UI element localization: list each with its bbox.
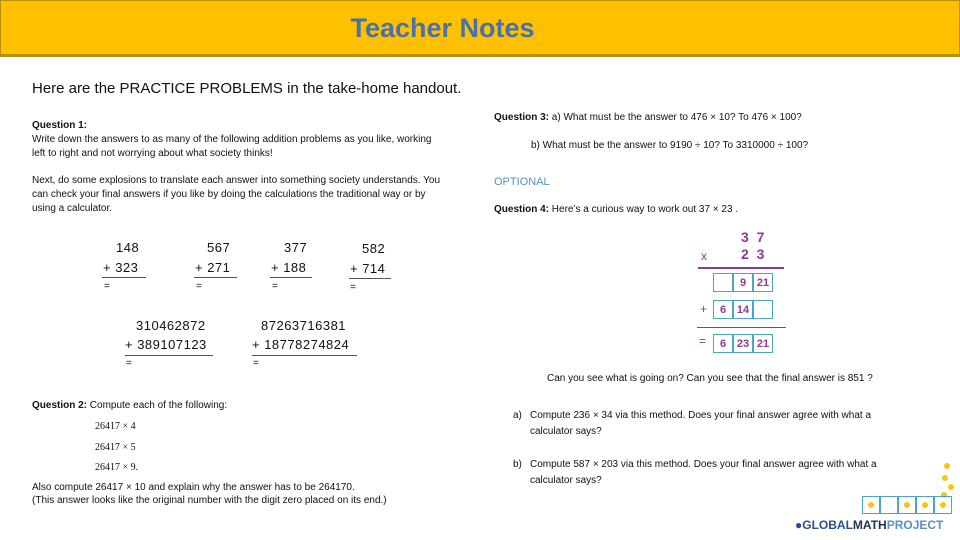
q1-label: Question 1: [32,120,88,131]
addend-top: 582 [362,241,386,256]
q4-heading [494,203,738,217]
q1-line1: Write down the answers to as many of the following addition problems as you like, working [32,134,432,145]
q2-text: Compute each of the following: [89,400,228,411]
times-sign: x [701,249,707,263]
page-title: Teacher Notes [350,13,535,43]
addend-top: 87263716381 [261,318,347,333]
intro-text: Here are the PRACTICE PROBLEMS in the take-home handout. [32,80,462,97]
q4-b-line1: Compute 587 × 203 via this method. Does your final answer agree with what a [530,459,877,470]
addend-bottom: + 323 [103,260,139,275]
equals: = [272,281,278,292]
header-bar [0,0,960,57]
plus-sign: + [700,302,708,316]
q4-label: Question 4: [494,204,550,215]
grid-cell: 9 [733,273,753,292]
grid-cell: 21 [753,273,773,292]
addend-bottom: + 18778274824 [252,337,350,352]
q4-b-label: b) [513,459,522,470]
equals: = [196,281,202,292]
q2-note: (This answer looks like the original number with the digit zero placed on its end.) [32,495,387,506]
q1-line3: Next, do some explosions to translate each answer into something society understands. You [32,175,441,186]
equals: = [104,281,110,292]
q4-text: Here’s a curious way to work out 37 × 23 . [551,204,739,215]
addend-bottom: + 389107123 [125,337,207,352]
addend-top: 310462872 [136,318,206,333]
equals: = [253,358,259,369]
grid-cell [753,300,773,319]
q2-also: Also compute 26417 × 10 and explain why the answer has to be 264170. [32,482,355,493]
q3-label: Question 3: [494,112,550,123]
globe-icon: ● [795,518,803,532]
addend-bottom: + 271 [195,260,231,275]
logo-text: ●GLOBALMATHPROJECT [795,518,944,532]
optional-heading: OPTIONAL [494,176,550,188]
q4-question: Can you see what is going on? Can you see that the final answer is 851 ? [547,373,873,384]
grid-cell: 21 [753,334,773,353]
equals: = [126,358,132,369]
diagram-bottom: 2 3 [741,246,767,262]
q4-a-label: a) [513,410,522,421]
equals-sign: = [699,334,707,348]
q2-item: 26417 × 9. [95,462,139,473]
grid-cell: 23 [733,334,753,353]
addend-bottom: + 714 [350,261,386,276]
grid-cell: 6 [713,334,733,353]
grid-cell: 14 [733,300,753,319]
q2-label: Question 2: [32,400,88,411]
addend-top: 567 [207,240,231,255]
q1-line2: left to right and not worrying about what society thinks! [32,148,273,159]
grid-cell [713,273,733,292]
q2-heading [32,399,227,413]
q1-line5: using a calculator. [32,203,113,214]
q2-item: 26417 × 4 [95,421,136,432]
q3-a [494,111,802,125]
addend-top: 377 [284,240,308,255]
grid-cell: 6 [713,300,733,319]
q4-b-line2: calculator says? [530,475,602,486]
diagram-top: 3 7 [741,229,767,245]
equals: = [350,282,356,293]
q4-a-line1: Compute 236 × 34 via this method. Does your final answer agree with what a [530,410,872,421]
q3-a-text: a) What must be the answer to 476 × 10? To 476 × 100? [551,112,802,123]
q3-b: b) What must be the answer to 9190 ÷ 10? To 3310000 ÷ 100? [531,140,809,151]
q1-line4: can check your final answers if you like by doing the calculations the traditional way or by [32,189,426,200]
addend-bottom: + 188 [271,260,307,275]
addend-top: 148 [116,240,140,255]
q2-item: 26417 × 5 [95,442,136,453]
q4-a-line2: calculator says? [530,426,602,437]
